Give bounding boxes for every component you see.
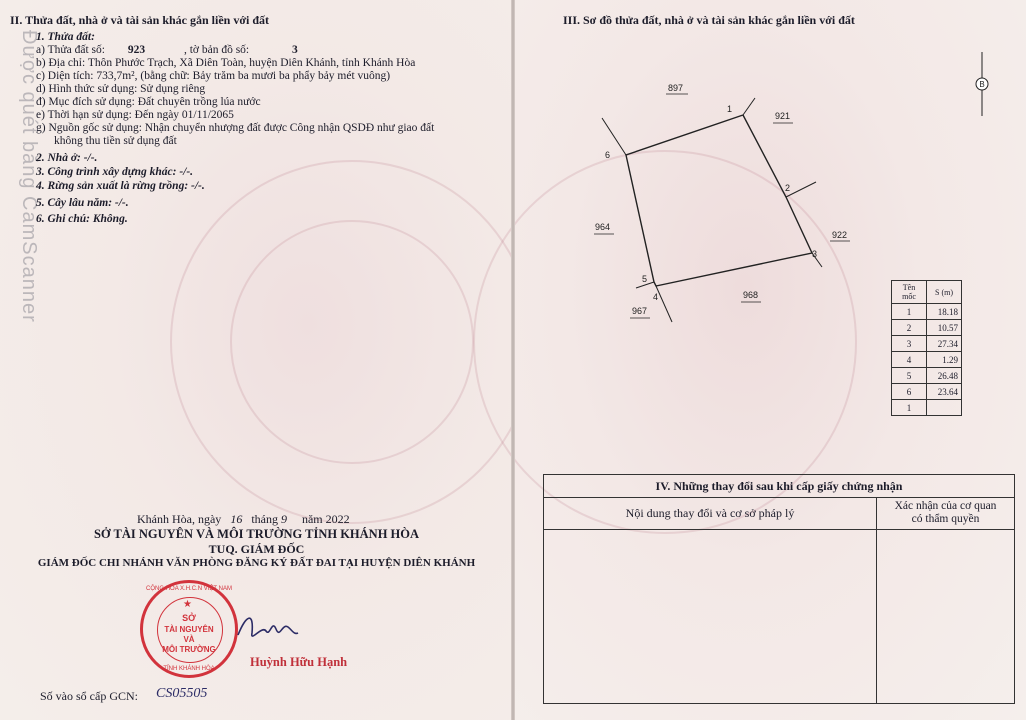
changes-approval-header: Xác nhận của cơ quan có thẩm quyền xyxy=(877,497,1014,530)
changes-title: IV. Những thay đổi sau khi cấp giấy chứng nhận xyxy=(544,475,1014,498)
vertex-5: 5 xyxy=(642,274,648,284)
neighbor-parcel-921: 921 xyxy=(775,111,791,121)
table-header-distance: S (m) xyxy=(927,281,962,304)
table-row: 5 26.48 xyxy=(892,368,962,384)
usage-purpose: đ) Mục đích sử dụng: Đất chuyên trồng lúa nước xyxy=(36,96,261,108)
table-row: 4 1.29 xyxy=(892,352,962,368)
note-row: 6. Ghi chú: Không. xyxy=(36,213,128,225)
north-label: B xyxy=(979,80,985,89)
neighbor-parcel-964: 964 xyxy=(595,222,611,232)
usage-form: d) Hình thức sử dụng: Sử dụng riêng xyxy=(36,83,206,95)
date-month-label: tháng xyxy=(251,512,278,526)
map-label: , tờ bản đồ số: xyxy=(183,44,250,56)
changes-content-header: Nội dung thay đổi và cơ sở pháp lý xyxy=(544,497,877,530)
signer-name: Huỳnh Hữu Hạnh xyxy=(250,655,348,669)
table-row: 1 xyxy=(892,400,962,416)
usage-origin-cont: không thu tiền sử dụng đất xyxy=(54,135,177,147)
drum-pattern-inner xyxy=(230,220,474,464)
usage-origin: g) Nguồn gốc sử dụng: Nhận chuyển nhượng đất được Công nhận QSDĐ như giao đất xyxy=(36,122,435,134)
table-row: 6 23.64 xyxy=(892,384,962,400)
issuing-org: SỞ TÀI NGUYÊN VÀ MÔI TRƯỜNG TỈNH KHÁNH HÒA xyxy=(93,527,420,541)
changes-table xyxy=(543,474,1015,704)
date-month: 9 xyxy=(280,512,287,526)
page-fold xyxy=(511,0,515,720)
neighbor-parcel-922: 922 xyxy=(832,230,848,240)
neighbor-parcel-967: 967 xyxy=(632,306,648,316)
changes-divider xyxy=(876,530,877,703)
section-title-ii: II. Thửa đất, nhà ở và tài sản khác gắn liền với đất xyxy=(10,13,270,27)
table-row: 2 10.57 xyxy=(892,320,962,336)
table-row: 1 18.18 xyxy=(892,304,962,320)
parcel-number: 923 xyxy=(127,44,146,56)
table-row: 3 27.34 xyxy=(892,336,962,352)
vertex-1: 1 xyxy=(727,104,733,114)
vertex-3: 3 xyxy=(812,249,818,259)
usage-term: e) Thời hạn sử dụng: Đến ngày 01/11/2065 xyxy=(36,109,234,121)
vertex-2: 2 xyxy=(785,183,791,193)
vertex-4: 4 xyxy=(653,292,659,302)
register-label: Số vào sổ cấp GCN: xyxy=(40,689,138,703)
neighbor-parcel-968: 968 xyxy=(743,290,759,300)
director-title: GIÁM ĐỐC CHI NHÁNH VĂN PHÒNG ĐĂNG KÝ ĐẤT ĐAI TẠI HUYỆN DIÊN KHÁNH xyxy=(37,557,476,569)
parcel-number-row xyxy=(36,44,298,57)
parcel-label: a) Thửa đất số: xyxy=(36,44,105,56)
land-parcel-heading: 1. Thửa đất: xyxy=(36,31,95,43)
construction-row: 3. Công trình xây dựng khác: -/-. xyxy=(36,166,194,178)
date-day: 16 xyxy=(230,512,243,526)
issue-date xyxy=(137,513,350,526)
area: c) Diện tích: 733,7m², (bằng chữ: Bảy trăm ba mươi ba phẩy bảy mét vuông) xyxy=(36,70,391,82)
vertex-6: 6 xyxy=(605,150,611,160)
north-arrow-icon xyxy=(972,50,992,120)
address: b) Địa chỉ: Thôn Phước Trạch, Xã Diên Toàn, huyện Diên Khánh, tỉnh Khánh Hòa xyxy=(36,57,416,69)
boundary-table xyxy=(891,280,962,416)
neighbor-parcel-897: 897 xyxy=(668,83,684,93)
section-title-iii: III. Sơ đồ thửa đất, nhà ở và tài sản khác gắn liền với đất xyxy=(563,13,855,27)
parcel-diagram xyxy=(580,60,880,340)
date-prefix: Khánh Hòa, ngày xyxy=(137,512,222,526)
forest-row: 4. Rừng sản xuất là rừng trồng: -/-. xyxy=(36,180,205,192)
trees-row: 5. Cây lâu năm: -/-. xyxy=(36,197,129,209)
camscanner-watermark: Được quét bằng CamScanner xyxy=(18,30,40,323)
date-year: năm 2022 xyxy=(301,512,350,526)
house-row: 2. Nhà ở: -/-. xyxy=(36,152,98,164)
red-seal: CỘNG HÒA X.H.C.N VIỆT NAM ★ SỞ TÀI NGUYÊN VÀ MÔI TRƯỜNG TỈNH KHÁNH HÒA xyxy=(140,580,238,678)
table-header-mark: Tên mốc xyxy=(892,281,927,304)
signature xyxy=(232,605,302,650)
map-number: 3 xyxy=(292,44,298,56)
deputy-title: TUQ. GIÁM ĐỐC xyxy=(208,542,305,556)
register-number: CS05505 xyxy=(156,686,208,701)
